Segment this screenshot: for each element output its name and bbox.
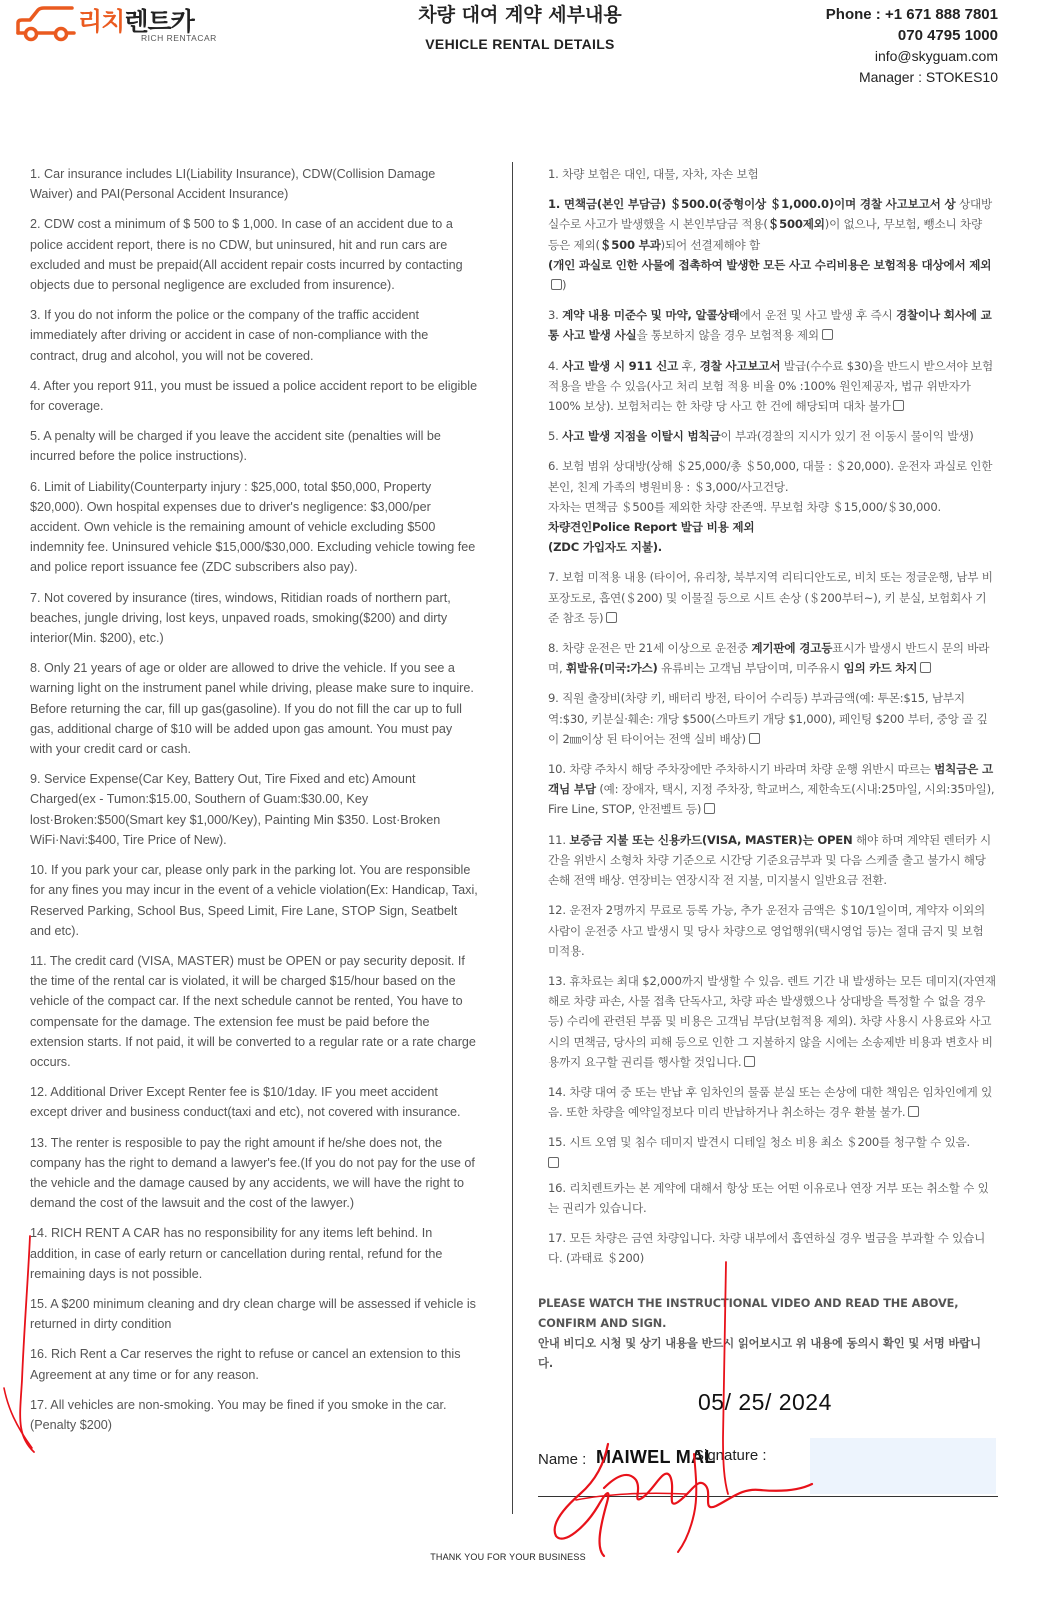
term-ko-16: 16. 리치렌트카는 본 계약에 대해서 항상 또는 어떤 이유로나 연장 거부 또는 취소할 수 있는 권리가 있습니다. — [548, 1180, 989, 1215]
handwritten-signature — [546, 1436, 826, 1560]
term-en-1: 1. Car insurance includes LI(Liability Insurance), CDW(Collision Damage Waiver) and PAI(Personal Accident Insurance) — [30, 167, 436, 202]
term-en-17: 17. All vehicles are non-smoking. You may be fined if you smoke in the car. (Penalty $200) — [30, 1397, 447, 1432]
term-ko-4: 4. 사고 발생 시 911 신고 후, 경찰 사고보고서 발급(수수료 $30)을 반드시 받으셔야 보험 적용을 받을 수 있음(사고 처리 보험 적용 비율 0% :100% 원인제공자, 법규 위반자가 100% 보상). 보험처리는 한 차량 당 사고 한 건에 해당되며 대차 불가 — [548, 358, 994, 414]
term-ko-11: 11. 보증금 지불 또는 신용카드(VISA, MASTER)는 OPEN 해야 하며 계약된 렌터카 시간을 위반시 소형차 차량 기준으로 시간당 기준요금부과 및 다음 스케줄 출고 불가시 해당 손해 전액 배상. 연장비는 연장시작 전 지불, 미지불시 일반요금 전환. — [548, 832, 991, 888]
term-en-12: 12. Additional Driver Except Renter fee is $10/1day. IF you meet accident except driver and business conduct(taxi and etc), not covered with insurance. — [30, 1085, 461, 1120]
term-en-9: 9. Service Expense(Car Key, Battery Out, Tire Fixed and etc) Amount Charged(ex - Tumon:$15.00, Southern of Guam:$30.00, Key lost·Broken:$500(Smart key $1,000/Key), Painting Min $350. Lost·Broken WiFi·Navi:$400, Tire Price of New). — [30, 772, 441, 847]
document-title — [330, 0, 710, 52]
phone-number: Phone : +1 671 888 7801 — [825, 6, 998, 23]
term-ko-14: 14. 차량 대여 중 또는 반납 후 임차인의 물품 분실 또는 손상에 대한 책임은 임차인에게 있음. 또한 차량을 예약일정보다 미리 반납하거나 취소하는 경우 환불 불가. — [548, 1084, 993, 1120]
checkbox-term-4[interactable] — [893, 400, 904, 411]
signature-input-box[interactable] — [810, 1438, 996, 1494]
term-en-16: 16. Rich Rent a Car reserves the right to refuse or cancel an extension to this Agreement at any time or for any reason. — [30, 1347, 461, 1382]
checkbox-term-7[interactable] — [606, 612, 617, 623]
name-label: Name : — [538, 1451, 587, 1468]
term-en-11: 11. The credit card (VISA, MASTER) must be OPEN or pay security deposit. If the time of the rental car is violated, it will be charged $15/hour based on the vehicle of the compact car. If the next schedule cannot be rented, You have to compensate for the damage. The extension fee must be paid before the extension starts. If not paid, it will be converted to a regular rate or a rate charge occurs. — [30, 953, 476, 1069]
company-logo — [14, 4, 224, 46]
term-ko-6: 6. 보험 범위 상대방(상해 ＄25,000/총 ＄50,000, 대물 : ＄20,000). 운전자 과실로 인한 본인, 친계 가족의 병원비용 : ＄3,000/사고건당. 자차는 면책금 ＄500를 제외한 차량 잔존액. 무보험 차량 ＄15,000/＄30,000. 차량견인Police Report 발급 비용 제외 (ZDC 가입자도 지불). — [548, 459, 993, 555]
title-korean: 차량 대여 계약 세부내용 — [418, 4, 622, 26]
signature-label: Signature : — [694, 1447, 767, 1464]
term-en-15: 15. A $200 minimum cleaning and dry clean charge will be assessed if vehicle is returned in dirty condition — [30, 1296, 476, 1332]
term-en-6: 6. Limit of Liability(Counterparty injury : $25,000, total $50,000, Property $20,000). Own hospital expenses due to driver's negligence: $3,000/per accident. Own vehicle is the remaining amount of vehicle excluding $500 indemnity fee. Uninsured vehicle $15,000/$30,000. Excluding vehicle towing fee and police report issuance fee (ZDC subscribers also pay). — [30, 479, 476, 575]
term-en-5: 5. A penalty will be charged if you leave the accident site (penalties will be incurred before the police instructions). — [30, 429, 441, 464]
signing-date: 05/ 25/ 2024 — [698, 1389, 832, 1415]
column-divider — [512, 162, 513, 1514]
contact-info — [826, 4, 998, 88]
title-english: VEHICLE RENTAL DETAILS — [425, 36, 615, 52]
logo-text-dark: 렌트카 — [124, 7, 194, 36]
signing-instruction — [538, 1294, 988, 1374]
terms-english — [30, 164, 478, 1445]
term-en-4: 4. After you report 911, you must be issued a police accident report to be eligible for coverage. — [30, 378, 478, 414]
term-ko-15: 15. 시트 오염 및 침수 데미지 발견시 디테일 청소 비용 최소 ＄200를 청구할 수 있음. — [548, 1132, 996, 1167]
renter-name: MAIWEL MAL — [596, 1447, 716, 1467]
instruction-korean: 안내 비디오 시청 및 상기 내용을 반드시 읽어보시고 위 내용에 동의시 확인 및 서명 바랍니다. — [538, 1337, 981, 1370]
terms-korean — [548, 164, 996, 1278]
term-ko-2: 1. 면책금(본인 부담금) ＄500.0(중형이상 ＄1,000.0)이며 경찰 사고보고서 상 상대방 실수로 사고가 발생했을 시 본인부담금 적용(＄500제외)이 없으나, 무보험, 뺑소니 차량 등은 제외(＄500 부과)되어 선결제해야 함 (개인 과실로 인한 사물에 접촉하여 발생한 모든 사고 수리비용은 보험적용 대상에서 제외) — [548, 197, 992, 293]
red-pen-mark-left — [0, 1230, 60, 1460]
term-en-8: 8. Only 21 years of age or older are allowed to drive the vehicle. If you see a warning light on the instrument panel while driving, please make sure to inquire. Before returning the car, fill up gas(gasoline). If you do not fill the car up to full gas, additional charge of $10 will be added upon gas amount. You must pay with your credit card or cash. — [30, 661, 474, 757]
term-ko-8: 8. 차량 운전은 만 21세 이상으로 운전중 계기판에 경고등표시가 발생시 반드시 문의 바라며, 휘발유(미국:가스) 유류비는 고객님 부담이며, 미주유시 임의 카드 차지 — [548, 641, 990, 676]
term-en-13: 13. The renter is resposible to pay the right amount if he/she does not, the company has the right to demand a lawyer's fee.(If you do not pay for the use of the vehicle and the damage caused by any accidents, we will have the right to demand the cost of the lawsuit and the cost of the lawyer.) — [30, 1135, 475, 1211]
email-address: info@skyguam.com — [874, 48, 998, 64]
term-ko-17: 17. 모든 차량은 금연 차량입니다. 차량 내부에서 흡연하실 경우 벌금을 부과할 수 있습니다. (과태료 ＄200) — [548, 1230, 986, 1266]
logo-subtitle: RICH RENTACAR — [141, 33, 217, 43]
checkbox-term-10[interactable] — [704, 803, 715, 814]
term-en-14: 14. RICH RENT A CAR has no responsibility for any items left behind. In addition, in case of early return or cancellation during rental, refund for the remaining days is not possible. — [30, 1226, 443, 1281]
checkbox-term-2[interactable] — [551, 279, 562, 290]
footer-thanks: THANK YOU FOR YOUR BUSINESS — [430, 1552, 586, 1562]
term-en-10: 10. If you park your car, please only park in the parking lot. You are responsible for any fines you may incur in the event of a vehicle violation(Ex: Handicap, Taxi, Reserved Parking, School Bus, Speed Limit, Fire Lane, STOP Sign, Seatbelt and etc). — [30, 863, 478, 938]
term-en-2: 2. CDW cost a minimum of $ 500 to $ 1,000. In case of an accident due to a police accident report, there is no CDW, but uninsured, hit and run cars are excluded and must be prepaid(All accident repair costs incurred by contacting objects due to personal negligence are excluded from insurence). — [30, 217, 463, 293]
term-en-3: 3. If you do not inform the police or the company of the traffic accident immediately after driving or accident in case of non-compliance with the contract, drug and alcohol, you will not be covered. — [30, 308, 429, 363]
instruction-english: PLEASE WATCH THE INSTRUCTIONAL VIDEO AND READ THE ABOVE, CONFIRM AND SIGN. — [538, 1297, 959, 1330]
term-ko-13: 13. 휴차료는 최대 $2,000까지 발생할 수 있음. 렌트 기간 내 발생하는 모든 데미지(자연재해로 차량 파손, 사물 접촉 단독사고, 차량 파손 발생했으나 상대방을 특정할 수 없을 경우 등) 수리에 관련된 부품 및 비용은 고객님 부담(보험적용 제외). 차량 사용시 사용료와 사고시의 면책금, 당사의 피해 등으로 인한 그 지불하지 않을 시에는 소송제반 비용과 변호사 비용까지 요구할 권리를 행사할 것입니다. — [548, 973, 996, 1069]
term-ko-12: 12. 운전자 2명까지 무료로 등록 가능, 추가 운전자 금액은 ＄10/1일이며, 계약자 이외의 사람이 운전중 사고 발생시 및 당사 차량으로 영업행위(택시영업 등)는 절대 금지 및 보험 미적용. — [548, 903, 985, 958]
checkbox-term-8[interactable] — [920, 662, 931, 673]
term-ko-7: 7. 보험 미적용 내용 (타이어, 유리창, 북부지역 리티디안도로, 비치 또는 정글운행, 남부 비포장도로, 흡연(＄200) 및 이물질 등으로 시트 손상 (＄200부터~), 키 분실, 보험회사 기준 참조 등) — [548, 570, 993, 625]
checkbox-term-13[interactable] — [744, 1056, 755, 1067]
checkbox-term-9[interactable] — [749, 733, 760, 744]
term-ko-1: 1. 차량 보험은 대인, 대물, 자차, 자손 보험 — [548, 167, 759, 181]
phone-number-2: 070 4795 1000 — [897, 27, 998, 44]
checkbox-term-15[interactable] — [548, 1157, 559, 1168]
term-ko-10: 10. 차량 주차시 해당 주차장에만 주차하시기 바라며 차량 운행 위반시 따르는 범칙금은 고객님 부담 (예: 장애자, 택시, 지정 주차장, 학교버스, 제한속도(시내:25마일, 시외:35마일), Fire Line, STOP, 안전벨트 등) — [548, 762, 995, 817]
term-en-7: 7. Not covered by insurance (tires, windows, Ritidian roads of northern part, beaches, jungle driving, lost keys, unpaved roads, smoking($200) and dirty interior(Min. $200), etc.) — [30, 590, 451, 646]
checkbox-term-14[interactable] — [908, 1106, 919, 1117]
logo-text-orange: 리치 — [78, 7, 125, 36]
manager-name: Manager : STOKES10 — [858, 69, 998, 85]
checkbox-term-3[interactable] — [822, 329, 833, 340]
term-ko-3: 3. 계약 내용 미준수 및 마약, 알콜상태에서 운전 및 사고 발생 후 즉시 경찰이나 회사에 교통 사고 발생 사실을 통보하지 않을 경우 보험적용 제외 — [548, 308, 992, 343]
term-ko-5: 5. 사고 발생 지점을 이탈시 범칙금이 부과(경찰의 지시가 있기 전 이동시 물이익 발생) — [548, 429, 974, 444]
term-ko-9: 9. 직원 출장비(차량 키, 배터리 방전, 타이어 수리등) 부과금액(예: 투몬:$15, 남부지역:$30, 키분실·훼손: 개당 $500(스마트키 개당 $1,000), 페인팅 $200 부터, 중앙 골 깊이 2㎜이상 된 타이어는 전액 실비 배상) — [548, 691, 988, 746]
